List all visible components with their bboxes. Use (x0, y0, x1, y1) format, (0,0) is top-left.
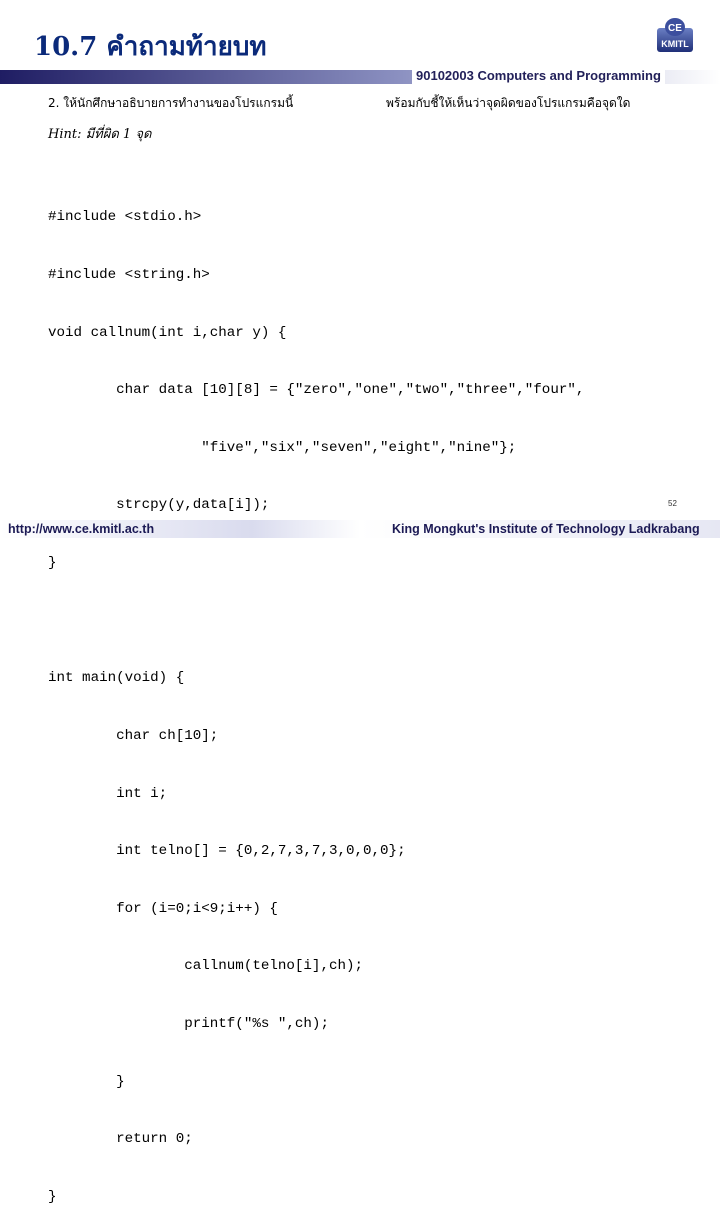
code-line: for (i=0;i<9;i++) { (48, 900, 278, 917)
code-line: "five","six","seven","eight","nine"}; (48, 439, 517, 456)
code-line: } (48, 1188, 57, 1205)
code-line: void callnum(int i,char y) { (48, 324, 287, 341)
logo-text-kmitl: KMITL (661, 39, 689, 49)
question-left: 2. ให้นักศึกษาอธิบายการทำงานของโปรแกรมนี้ (48, 96, 294, 110)
code-line: printf("%s ",ch); (48, 1015, 329, 1032)
ce-kmitl-logo (654, 14, 696, 54)
slide-title: 10.7 คำถามท้ายบท (34, 32, 267, 62)
code-line: callnum(telno[i],ch); (48, 958, 364, 975)
footer-url-link[interactable]: http://www.ce.kmitl.ac.th (8, 522, 155, 536)
code-line: } (48, 1073, 125, 1090)
hint-text: Hint: มีที่ผิด 1 จุด (48, 127, 152, 142)
code-line: return 0; (48, 1131, 193, 1148)
course-label: 90102003 Computers and Programming (412, 68, 665, 84)
code-line: int telno[] = {0,2,7,3,7,3,0,0,0}; (48, 843, 406, 860)
code-line: #include <stdio.h> (48, 209, 202, 226)
code-block (48, 170, 688, 1226)
code-line: char data [10][8] = {"zero","one","two","three","four", (48, 382, 585, 399)
logo-graphic (654, 14, 696, 54)
code-line: #include <string.h> (48, 267, 210, 284)
code-line (48, 612, 688, 631)
code-line: strcpy(y,data[i]); (48, 497, 270, 514)
logo-text-ce: CE (668, 23, 682, 34)
footer-institute: King Mongkut's Institute of Technology Ladkrabang (392, 522, 700, 536)
code-line: } (48, 555, 57, 572)
page-number: 52 (668, 499, 677, 508)
code-line: int main(void) { (48, 670, 185, 687)
code-line: char ch[10]; (48, 727, 219, 744)
question-right: พร้อมกับชี้ให้เห็นว่าจุดผิดของโปรแกรมคือจุดใด (386, 96, 631, 110)
code-line: int i; (48, 785, 168, 802)
